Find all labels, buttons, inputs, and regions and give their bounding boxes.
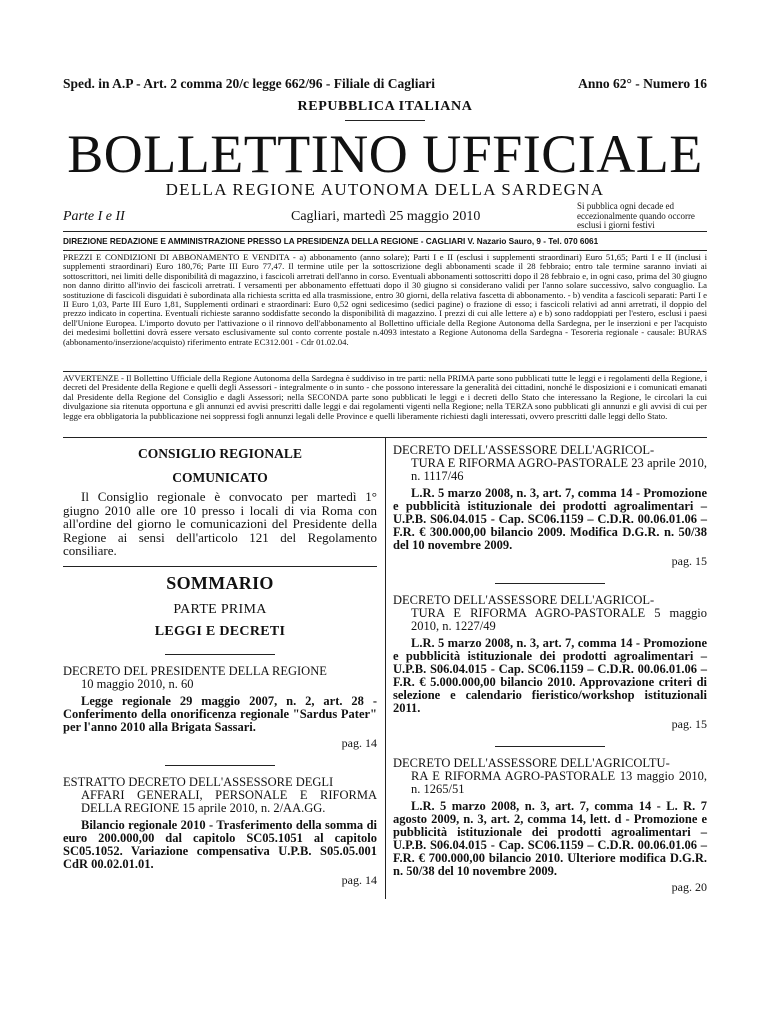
- masthead-title: BOLLETTINO UFFICIALE: [67, 124, 703, 184]
- rule-prezzi: [63, 371, 707, 372]
- entry-heading-rest: RA E RIFORMA AGRO-PASTORALE 13 maggio 2010, n. 1265/51: [411, 769, 707, 796]
- entry-heading-first: ESTRATTO DECRETO DELL'ASSESSORE DEGLI: [63, 774, 334, 789]
- rule-top: [63, 231, 707, 232]
- entry-heading-rest: TURA E RIFORMA AGRO-PASTORALE 23 aprile 2010, n. 1117/46: [411, 456, 707, 483]
- consiglio-heading: CONSIGLIO REGIONALE: [138, 446, 302, 461]
- entry-heading-rest: TURA E RIFORMA AGRO-PASTORALE 5 maggio 2010, n. 1227/49: [411, 606, 707, 633]
- section-rule: [165, 765, 275, 766]
- entry-heading: [63, 665, 377, 691]
- entry-body: L.R. 5 marzo 2008, n. 3, art. 7, comma 14 - Promozione e pubblicità istituzionale dei prodotti agroalimentari – U.P.B. S06.04.015 - Cap. SC06.1159 – C.D.R. 00.06.01.06 – F.R. € 5.000.000,00 bilancio 2010. Approvazione criteri di selezione e calendario fieristico/workshop istituzionali 2011.: [393, 636, 707, 715]
- summary-entry[interactable]: [63, 665, 377, 751]
- entry-heading-rest: 10 maggio 2010, n. 60: [81, 676, 194, 691]
- parte-label: Parte I e II: [63, 209, 125, 224]
- entry-heading-first: DECRETO DELL'ASSESSORE DELL'AGRICOL-: [393, 593, 655, 607]
- column-divider: [385, 438, 386, 899]
- entry-page: pag. 15: [671, 717, 707, 731]
- entry-heading: [393, 757, 707, 796]
- sped-note: Sped. in A.P - Art. 2 comma 20/c legge 662/96 - Filiale di Cagliari: [63, 76, 435, 91]
- entry-body: Bilancio regionale 2010 - Trasferimento della somma di euro 200.000,00 dal capitolo SC05.1051 al capitolo SC05.1052. Variazione compensativa U.P.B. S05.05.001 CdR 00.02.01.01.: [63, 817, 377, 871]
- top-line: [63, 76, 707, 96]
- entry-heading: [393, 594, 707, 633]
- entry-heading-first: DECRETO DELL'ASSESSORE DELL'AGRICOL-: [393, 443, 655, 457]
- rule-direzione: [63, 250, 707, 251]
- summary-entry[interactable]: [393, 444, 707, 569]
- entry-heading-first: DECRETO DELL'ASSESSORE DELL'AGRICOLTU-: [393, 756, 670, 770]
- entry-page: pag. 15: [671, 554, 707, 568]
- entry-heading: [63, 776, 377, 815]
- section-rule: [495, 746, 605, 747]
- entry-heading-first: DECRETO DEL PRESIDENTE DELLA REGIONE: [63, 663, 327, 678]
- leggi-decreti-heading: LEGGI E DECRETI: [154, 623, 286, 639]
- comunicato-heading: COMUNICATO: [172, 470, 268, 485]
- direzione-line: DIREZIONE REDAZIONE E AMMINISTRAZIONE PRESSO LA PRESIDENZA DELLA REGIONE - CAGLIARI V. Nazario Sauro, 9 - Tel. 070 6061: [63, 237, 599, 246]
- summary-entry[interactable]: [393, 594, 707, 732]
- section-rule: [165, 654, 275, 655]
- repubblica-label: REPUBBLICA ITALIANA: [297, 99, 473, 114]
- left-column: [63, 444, 377, 888]
- entry-heading: [393, 444, 707, 483]
- sommario-heading: SOMMARIO: [166, 572, 274, 593]
- masthead-subtitle: DELLA REGIONE AUTONOMA DELLA SARDEGNA: [165, 180, 605, 199]
- parte-prima-heading: PARTE PRIMA: [173, 601, 267, 617]
- right-column: [393, 444, 707, 895]
- entry-heading-rest: AFFARI GENERALI, PERSONALE E RIFORMA DELLA REGIONE 15 aprile 2010, n. 2/AA.GG.: [81, 787, 377, 815]
- publication-note: Si pubblica ogni decade ed eccezionalmente quando occorre esclusi i giorni festivi: [577, 201, 695, 230]
- summary-entry[interactable]: [63, 776, 377, 888]
- summary-entry[interactable]: [393, 757, 707, 895]
- repubblica-rule: [345, 120, 425, 121]
- entry-page: pag. 14: [341, 735, 377, 750]
- issue-number: Anno 62° - Numero 16: [578, 76, 707, 91]
- dateline: [63, 200, 707, 230]
- entry-body: L.R. 5 marzo 2008, n. 3, art. 7, comma 14 - L. R. 7 agosto 2009, n. 3, art. 2, comma 14, lett. d - Promozione e pubblicità istituzionale dei prodotti agroalimentari – U.P.B. S06.04.015 - Cap. SC06.1159 – C.D.R. 00.06.01.06 – F.R. € 700.000,00 bilancio 2010. Ulteriore modifica D.G.R. n. 50/38 del 10 novembre 2009.: [393, 799, 707, 878]
- avvertenze-paragraph: AVVERTENZE - Il Bollettino Ufficiale della Regione Autonoma della Sardegna è suddiviso in tre parti: nella PRIMA parte sono pubblicati tutte le leggi e i regolamenti della Regione, i decreti del Presidente della Regione e quelli degli Assessori - integralmente o in sunto - che possono interessare la generalità dei cittadini, nonché le disposizioni e i comunicati emanati dal Presidente della Regione del Consiglio e dagli Assessori; nella SECONDA parte sono pubblicati le leggi e i decreti dello Stato che interessano la Regione, le circolari la cui divulgazione sia ritenuta opportuna e gli annunzi ed avvisi prescritti dalle leggi e dai regolamenti vigenti nella Regione; nella TERZA sono pubblicati gli annunzi e gli avvisi di cui per legge era obbligatoria la pubblicazione nei soppressi fogli annunzi legali delle Province e quelli liberamente richiesti dagli interessati, ovvero prescritti dalle leggi dello Stato.: [63, 373, 707, 421]
- entry-page: pag. 14: [341, 872, 377, 887]
- issue-date: Cagliari, martedì 25 maggio 2010: [291, 209, 481, 224]
- section-rule: [495, 583, 605, 584]
- comunicato-text: Il Consiglio regionale è convocato per martedì 1° giugno 2010 alle ore 10 presso i locali di via Roma con all'ordine del giorno le comunicazioni del Presidente della Regione ai sensi dell'articolo 121 del Regolamento consiliare.: [63, 489, 377, 558]
- sommario-rule: [63, 566, 377, 567]
- prezzi-paragraph: PREZZI E CONDIZIONI DI ABBONAMENTO E VENDITA - a) abbonamento (anno solare); Parti I e II (esclusi i supplementi straordinari) Euro 51,65; Parti I e II (inclusi i supplementi straordinari) Euro 180,76; Parte III Euro 77,47. Il termine utile per la sottoscrizione degli abbonamenti scade il 28 febbraio; entro tale termine saranno inviati ai sottoscrittori, nei limiti delle disponibilità di magazzino, i fascicoli arretrati dell'anno in corso. Eventuali abbonamenti sottoscritti dopo il 28 febbraio e, in ogni caso, prima del 30 giugno non danno diritto all'invio dei fascicoli arretrati. I versamenti per abbonamento effettuati dopo il 30 giugno si considerano validi per l'anno solare successivo, salvo conguaglio. La sostituzione di fascicoli disguidati è subordinata alla richiesta scritta ed alla trasmissione, entro 30 giorni, della relativa fascetta di abbonamento. - b) vendita a fascicoli separati: Parti I e II Euro 1,03, Parte III Euro 1,81, Supplementi ordinari e straordinari: Euro 0,52 ogni sedicesimo (sedici pagine) o frazione di esso; i fascicoli relativi ad anni arretrati, il doppio del prezzo indicato in copertina. Eventuali richieste saranno soddisfatte secondo la disponibilità di magazzino. I prezzi di cui alle lettere a) e b) sono raddoppiati per l'estero, esclusi i paesi dell'Unione Europea. L'importo dovuto per l'attivazione o il rinnovo dell'abbonamento al Bollettino ufficiale della Regione Autonoma della Sardegna, per le inserzioni e per l'acquisto dei medesimi bollettini dovrà essere versato esclusivamente sul conto corrente postale n.4093 intestato a Regione Autonoma della Sardegna - Tesoreria regionale - causale: BURAS (abbonamento/inserzione/acquisto) riferimento entrate EC312.001 - Cdr 01.02.04.: [63, 252, 707, 347]
- entry-body: Legge regionale 29 maggio 2007, n. 2, art. 28 - Conferimento della onorificenza regionale "Sardus Pater" per l'anno 2010 alla Brigata Sassari.: [63, 693, 377, 734]
- entry-body: L.R. 5 marzo 2008, n. 3, art. 7, comma 14 - Promozione e pubblicità istituzionale dei prodotti agroalimentari – U.P.B. S06.04.015 - Cap. SC06.1159 – C.D.R. 00.06.01.06 – F.R. € 300.000,00 bilancio 2009. Modifica D.G.R. n. 50/38 del 10 novembre 2009.: [393, 486, 707, 552]
- entry-page: pag. 20: [671, 880, 707, 894]
